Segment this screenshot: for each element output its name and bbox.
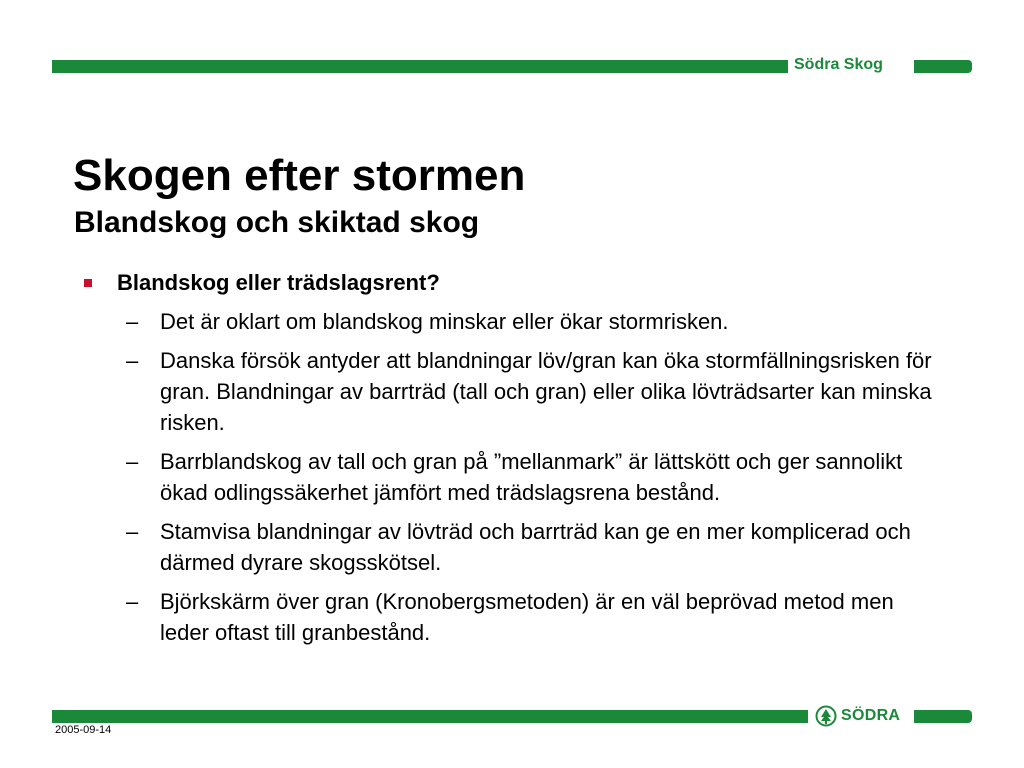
dash-bullet-icon: –: [126, 348, 139, 373]
slide-date: 2005-09-14: [55, 724, 112, 736]
sub-bullet-item: [80, 516, 960, 578]
dash-bullet-icon: –: [126, 309, 139, 334]
header-bar-left: [52, 60, 788, 73]
sub-bullet-text: Det är oklart om blandskog minskar eller ökar stormrisken.: [160, 309, 729, 334]
dash-bullet-icon: –: [126, 449, 139, 474]
sub-bullet-item: [80, 345, 960, 438]
square-bullet-icon: [84, 279, 92, 287]
slide-subtitle: Blandskog och skiktad skog: [74, 206, 480, 239]
sodra-tree-icon: [815, 705, 837, 727]
sub-bullet-item: [80, 446, 960, 508]
dash-bullet-icon: –: [126, 519, 139, 544]
brand-name: Södra Skog: [794, 56, 883, 73]
sub-bullet-item: [80, 306, 960, 337]
footer-bar-right: [914, 710, 972, 723]
sub-bullet-text: Björkskärm över gran (Kronobergsmetoden) är en väl beprövad metod men leder oftast till granbestånd.: [160, 589, 894, 645]
header-bar-right: [914, 60, 972, 73]
sub-bullet-list: [80, 306, 960, 648]
footer-bar-left: [52, 710, 808, 723]
sub-bullet-text: Barrblandskog av tall och gran på ”mellanmark” är lättskött och ger sannolikt ökad odlingssäkerhet jämfört med trädslagsrena bestånd.: [160, 449, 903, 505]
sodra-logo: [815, 705, 910, 727]
dash-bullet-icon: –: [126, 589, 139, 614]
slide-title: Skogen efter stormen: [73, 151, 526, 200]
bullet-item: [80, 268, 960, 298]
sub-bullet-item: [80, 586, 960, 648]
slide-content: [80, 268, 960, 656]
logo-text: SÖDRA: [841, 707, 901, 724]
bullet-text: Blandskog eller trädslagsrent?: [117, 270, 440, 295]
sub-bullet-text: Danska försök antyder att blandningar löv/gran kan öka stormfällningsrisken för gran. Blandningar av barrträd (tall och gran) eller olika lövträdsarter kan minska risken.: [160, 348, 932, 435]
sub-bullet-text: Stamvisa blandningar av lövträd och barrträd kan ge en mer komplicerad och därmed dyrare skogsskötsel.: [160, 519, 911, 575]
